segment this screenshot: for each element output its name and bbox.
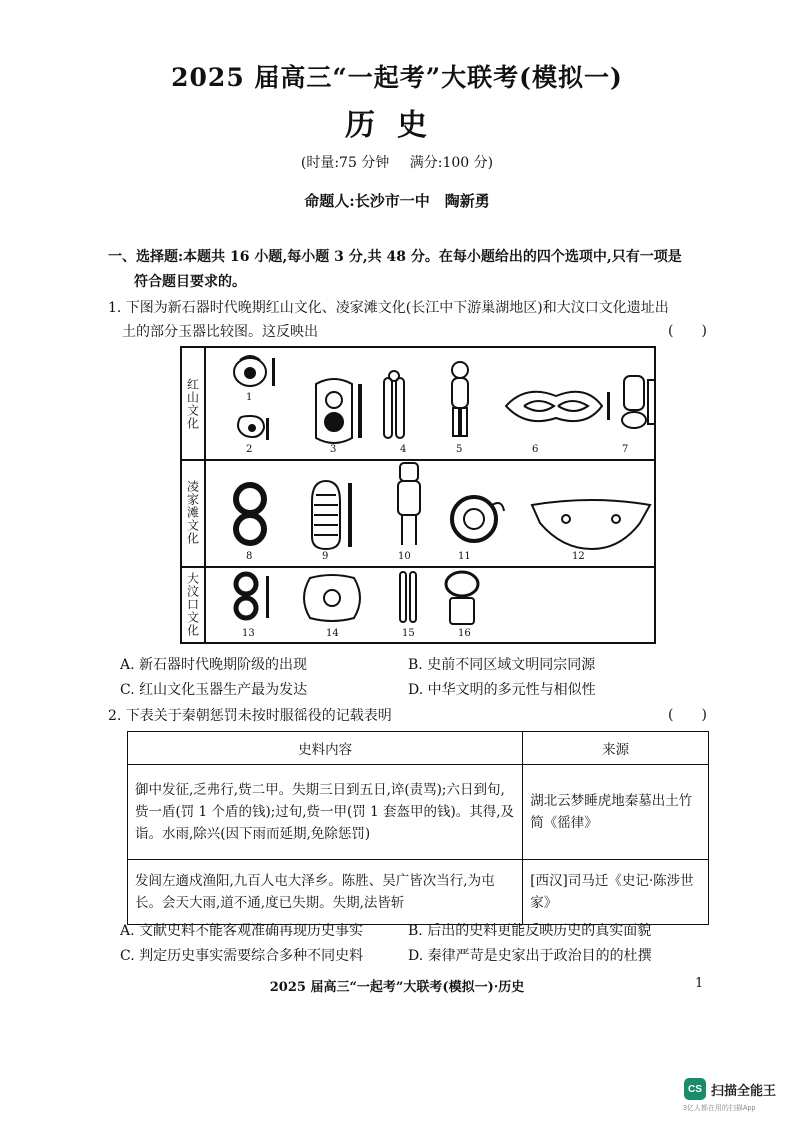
q2-option-a[interactable]: A. 文献史料不能客观准确再现历史事实: [120, 923, 364, 939]
table-cell-content: 发闾左適戍渔阳,九百人屯大泽乡。陈胜、吴广皆次当行,为屯长。会天大雨,道不通,度已失期。失期,法皆斩: [128, 860, 523, 925]
q2-stem: 2. 下表关于秦朝惩罚未按时服徭役的记载表明: [108, 708, 392, 724]
table-cell-content: 御中发征,乏弗行,赀二甲。失期三日到五日,谇(责骂);六日到旬,赀一盾(罚 1 个盾的钱);过旬,赀一甲(罚 1 套盔甲的钱)。其得,及诣。水雨,除兴(因下雨而延期,免除惩罚): [128, 765, 523, 860]
figure-row-lingjiatan: [182, 459, 654, 568]
q1-answer-paren: ( ): [668, 323, 707, 339]
jade-number: 4: [400, 444, 407, 455]
q2-option-d[interactable]: D. 秦律严苛是史家出于政治目的的杜撰: [408, 948, 652, 964]
row-label-hongshan: 红山文化: [182, 348, 206, 459]
jade-number: 12: [572, 551, 585, 562]
jade-number: 16: [458, 628, 471, 639]
table-row: [128, 860, 709, 925]
row-label-lingjiatan: 凌家滩文化: [182, 459, 206, 566]
jade-number: 5: [456, 444, 463, 455]
jade-number: 9: [322, 551, 329, 562]
figure-row-hongshan: [182, 348, 654, 461]
section-intro-line2: 符合题目要求的。: [134, 274, 246, 290]
figure-row-dawenkou: [182, 566, 654, 642]
jade-comparison-figure: [180, 346, 656, 644]
jade-number: 7: [622, 444, 629, 455]
camscanner-logo-icon: CS: [684, 1078, 706, 1100]
jade-number: 11: [458, 551, 471, 562]
q2-option-c[interactable]: C. 判定历史事实需要综合多种不同史料: [120, 948, 364, 964]
table-header: 史料内容: [128, 732, 523, 765]
jade-number: 13: [242, 628, 255, 639]
jade-number: 1: [246, 392, 253, 403]
exam-time: (时量:75 分钟: [300, 155, 390, 171]
jade-number: 2: [246, 444, 253, 455]
exam-title: 2025 届高三“一起考”大联考(模拟一): [171, 63, 623, 92]
section-intro-line1: 一、选择题:本题共 16 小题,每小题 3 分,共 48 分。在每小题给出的四个选项中,只有一项是: [108, 249, 682, 265]
hongshan-jade-drawings: [206, 348, 654, 459]
subject-title: 历史: [345, 108, 449, 143]
q2-option-b[interactable]: B. 后出的史料更能反映历史的真实面貌: [408, 923, 652, 939]
page-number: 1: [695, 976, 704, 991]
table-header-row: [128, 732, 709, 765]
scanner-watermark: [684, 1078, 776, 1100]
table-cell-source: [西汉]司马迁《史记·陈涉世家》: [523, 860, 709, 925]
watermark-tagline: 3亿人都在用的扫描App: [683, 1105, 756, 1112]
jade-number: 6: [532, 444, 539, 455]
q1-option-a[interactable]: A. 新石器时代晚期阶级的出现: [120, 657, 308, 673]
jade-number: 8: [246, 551, 253, 562]
q1-stem-line1: 1. 下图为新石器时代晚期红山文化、凌家滩文化(长江中下游巢湖地区)和大汶口文化遗址出: [108, 300, 669, 316]
q2-source-table: [127, 731, 709, 925]
table-header: 来源: [523, 732, 709, 765]
table-row: [128, 765, 709, 860]
page-footer: 2025 届高三“一起考”大联考(模拟一)·历史: [269, 980, 525, 995]
exam-score: 满分:100 分): [409, 155, 494, 171]
jade-number: 10: [398, 551, 411, 562]
q2-answer-paren: ( ): [668, 707, 707, 723]
row-label-dawenkou: 大汶口文化: [182, 566, 206, 642]
jade-number: 3: [330, 444, 337, 455]
q1-option-d[interactable]: D. 中华文明的多元性与相似性: [408, 682, 596, 698]
q1-option-c[interactable]: C. 红山文化玉器生产最为发达: [120, 682, 308, 698]
jade-number: 15: [402, 628, 415, 639]
table-cell-source: 湖北云梦睡虎地秦墓出土竹简《徭律》: [523, 765, 709, 860]
lingjiatan-jade-drawings: [206, 459, 654, 566]
exam-meta: [0, 152, 794, 172]
jade-number: 14: [326, 628, 339, 639]
dawenkou-jade-drawings: [206, 566, 654, 642]
q1-stem-line2: 土的部分玉器比较图。这反映出: [122, 324, 318, 340]
q1-option-b[interactable]: B. 史前不同区域文明同宗同源: [408, 657, 596, 673]
watermark-name: 扫描全能王: [711, 1082, 777, 1098]
exam-author: 命题人:长沙市一中 陶新勇: [304, 192, 490, 210]
